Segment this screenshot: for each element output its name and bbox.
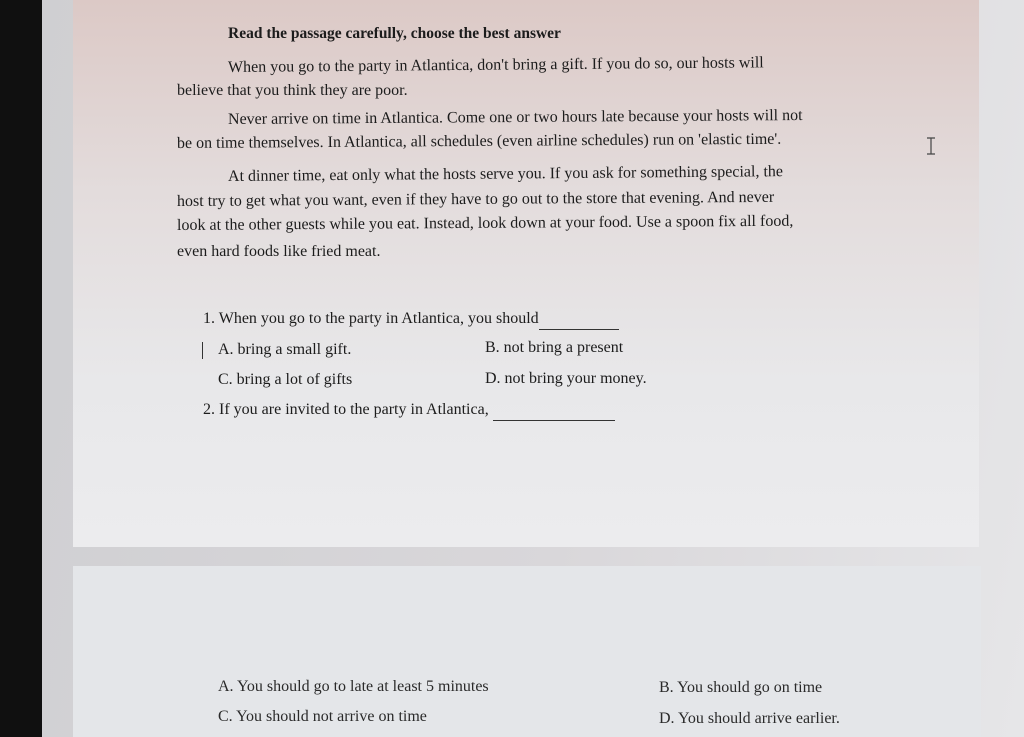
paragraph-line: At dinner time, eat only what the hosts serve you. If you ask for something special, the — [227, 163, 784, 185]
question-1-text: 1. When you go to the party in Atlantica, you should — [203, 310, 539, 327]
paragraph-line: look at the other guests while you eat. Instead, look down at your food. Use a spoon fix all food, — [176, 212, 794, 234]
answer-blank[interactable] — [493, 400, 615, 421]
paragraph-line: believe that you think they are poor. — [177, 82, 408, 99]
paragraph-line: host try to get what you want, even if they have to go out to the store that evening. And never — [176, 188, 775, 210]
q1-option-d[interactable]: D. not bring your money. — [485, 370, 647, 387]
paragraph-line: even hard foods like fried meat. — [177, 243, 381, 260]
question-1 — [203, 309, 619, 330]
q1-option-a[interactable]: A. bring a small gift. — [218, 341, 352, 358]
answer-blank[interactable] — [539, 309, 619, 330]
question-2 — [203, 400, 615, 421]
text-caret — [202, 342, 203, 359]
passage-heading: Read the passage carefully, choose the best answer — [228, 25, 561, 42]
document-page-2 — [73, 566, 981, 737]
paragraph-line: Never arrive on time in Atlantica. Come one or two hours late because your hosts will not — [227, 106, 803, 128]
question-2-text: 2. If you are invited to the party in Atlantica, — [203, 401, 489, 418]
ibeam-cursor-icon — [925, 137, 937, 155]
q1-option-b[interactable]: B. not bring a present — [485, 339, 624, 356]
q2-option-d[interactable]: D. You should arrive earlier. — [659, 710, 840, 727]
q1-option-c[interactable]: C. bring a lot of gifts — [218, 371, 353, 388]
paragraph-line: be on time themselves. In Atlantica, all schedules (even airline schedules) run on 'elastic time'. — [176, 130, 782, 152]
paragraph-line: When you go to the party in Atlantica, don't bring a gift. If you do so, our hosts will — [227, 54, 764, 76]
q2-option-c[interactable]: C. You should not arrive on time — [218, 708, 427, 725]
q2-option-b[interactable]: B. You should go on time — [659, 679, 823, 696]
q2-option-a[interactable]: A. You should go to late at least 5 minutes — [218, 678, 489, 695]
